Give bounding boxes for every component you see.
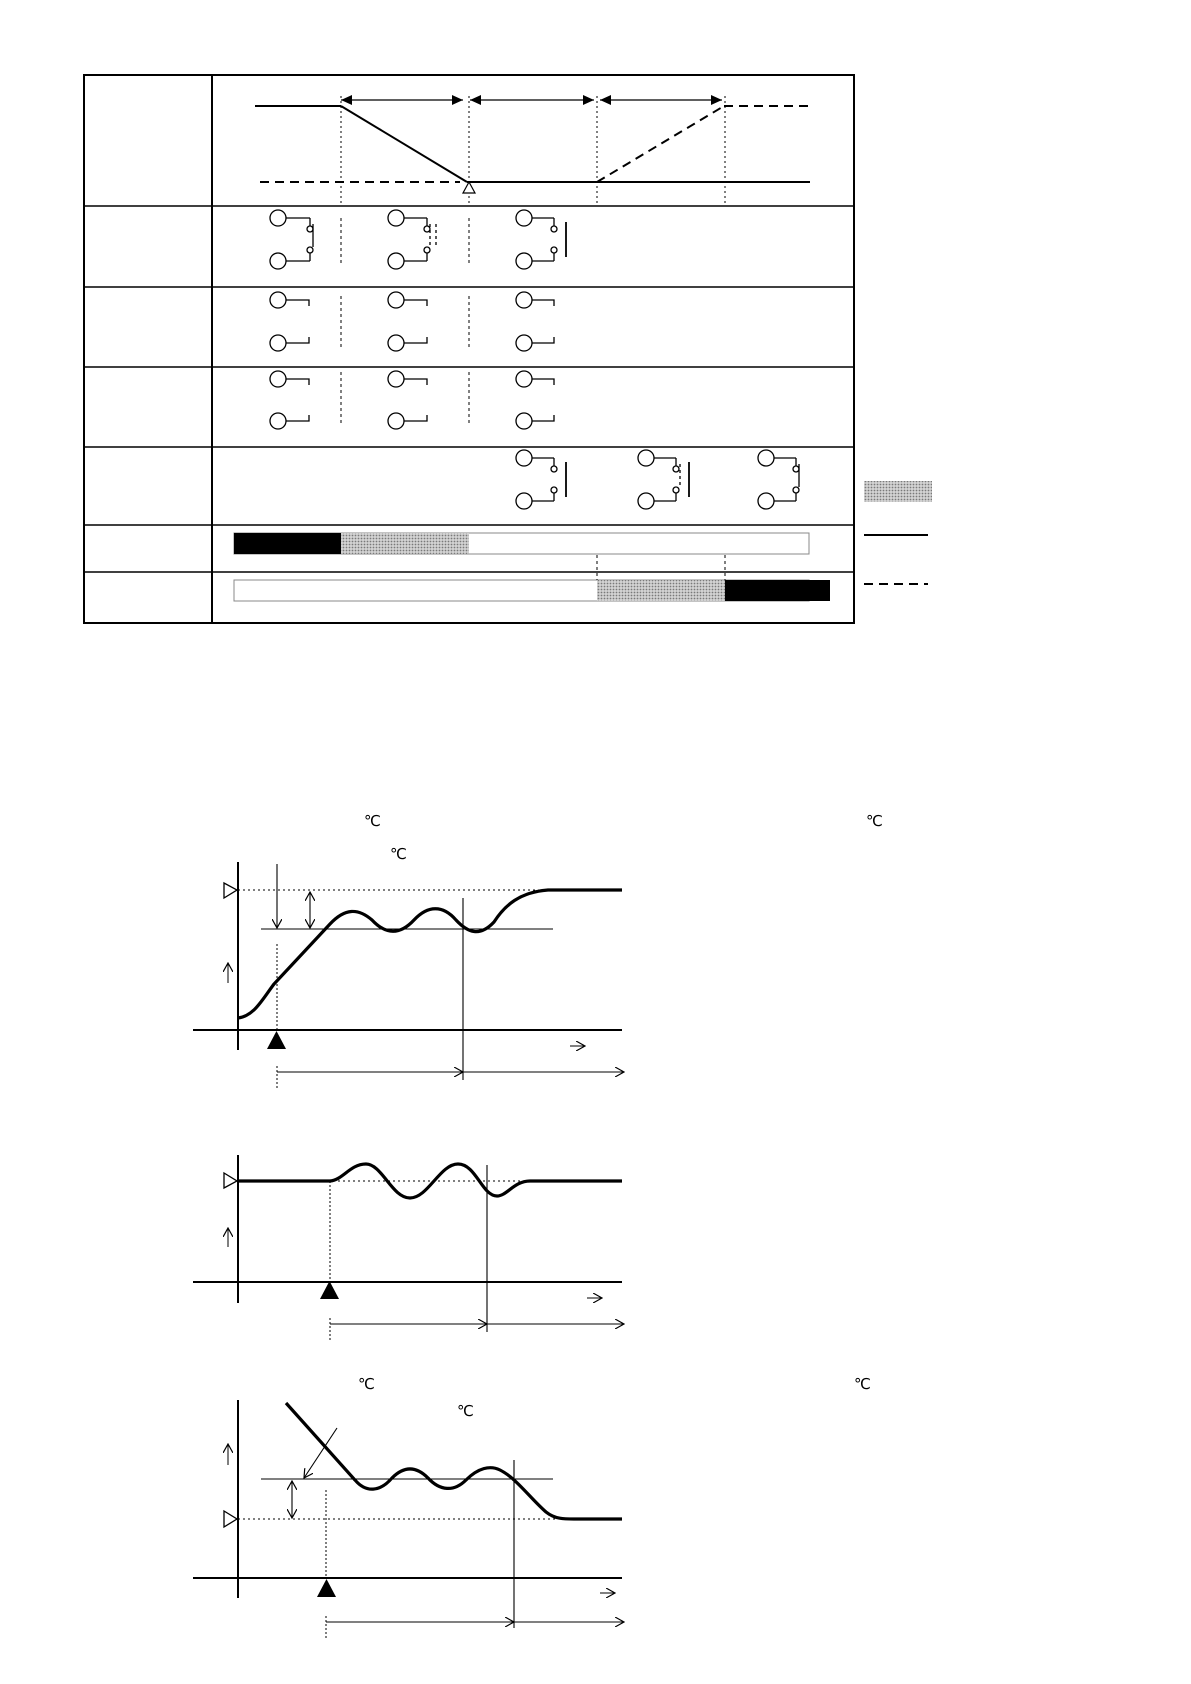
contact-row-3 <box>270 292 554 351</box>
contact-row-2 <box>270 210 566 269</box>
response-graph-1 <box>193 862 624 1088</box>
event-marker-icon <box>267 1031 286 1049</box>
timing-legend <box>864 481 932 584</box>
state-bar-row-6 <box>234 533 809 554</box>
setpoint-marker-icon <box>463 182 475 193</box>
event-marker-icon <box>320 1281 339 1299</box>
legend-shaded-swatch <box>864 481 932 502</box>
unit-label: ℃ <box>457 1402 474 1420</box>
event-marker-icon <box>317 1579 336 1597</box>
setpoint-marker-icon <box>224 1511 237 1527</box>
contact-row-4 <box>270 371 554 429</box>
setpoint-marker-icon <box>224 1173 237 1188</box>
response-graph-3 <box>193 1400 624 1640</box>
state-bar-row-7 <box>234 555 830 601</box>
unit-label: ℃ <box>866 812 883 830</box>
unit-label: ℃ <box>364 812 381 830</box>
setpoint-marker-icon <box>224 883 237 898</box>
unit-label: ℃ <box>854 1375 871 1393</box>
timing-waveform <box>255 96 810 206</box>
contact-row-5 <box>516 450 799 509</box>
unit-label: ℃ <box>390 845 407 863</box>
unit-label: ℃ <box>358 1375 375 1393</box>
response-graph-2 <box>193 1155 624 1340</box>
